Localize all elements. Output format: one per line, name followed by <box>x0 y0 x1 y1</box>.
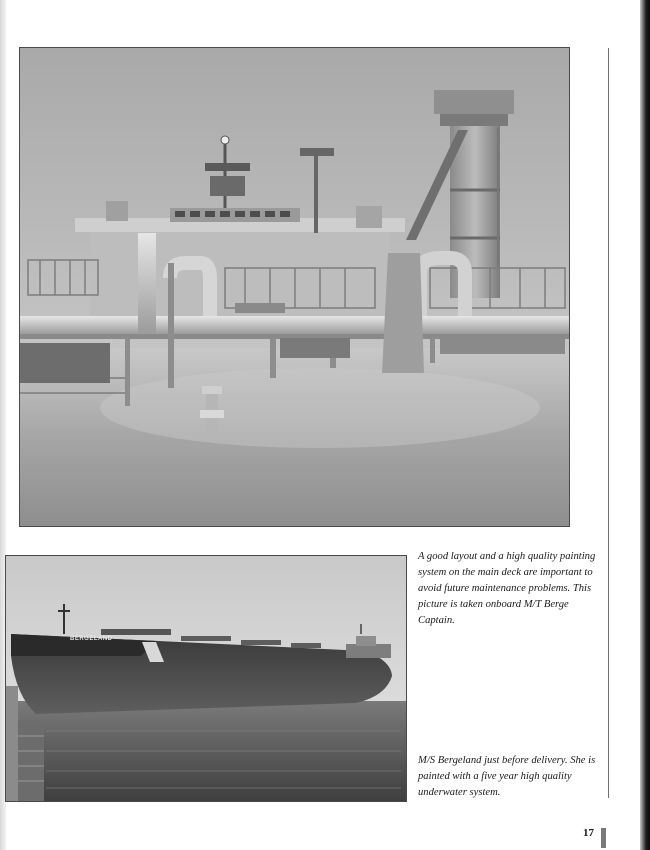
page-number: 17 <box>583 827 594 839</box>
bergeland-ship-illustration <box>6 556 406 801</box>
photo-main-deck <box>19 47 570 527</box>
book-spine-shadow <box>640 0 650 850</box>
page-number-tab <box>601 828 606 848</box>
photo-bergeland-ship <box>5 555 407 802</box>
main-deck-illustration <box>20 48 569 526</box>
hull-name-text: BERGELAND <box>70 636 113 642</box>
caption-main-deck: A good layout and a high quality painting system on the main deck are important to avoid future maintenance problems. This picture is taken onboard M/T Berge Captain. <box>418 551 596 626</box>
margin-rule <box>608 48 609 798</box>
caption-bergeland: M/S Bergeland just before delivery. She is painted with a five year high quality underwater system. <box>418 755 596 798</box>
